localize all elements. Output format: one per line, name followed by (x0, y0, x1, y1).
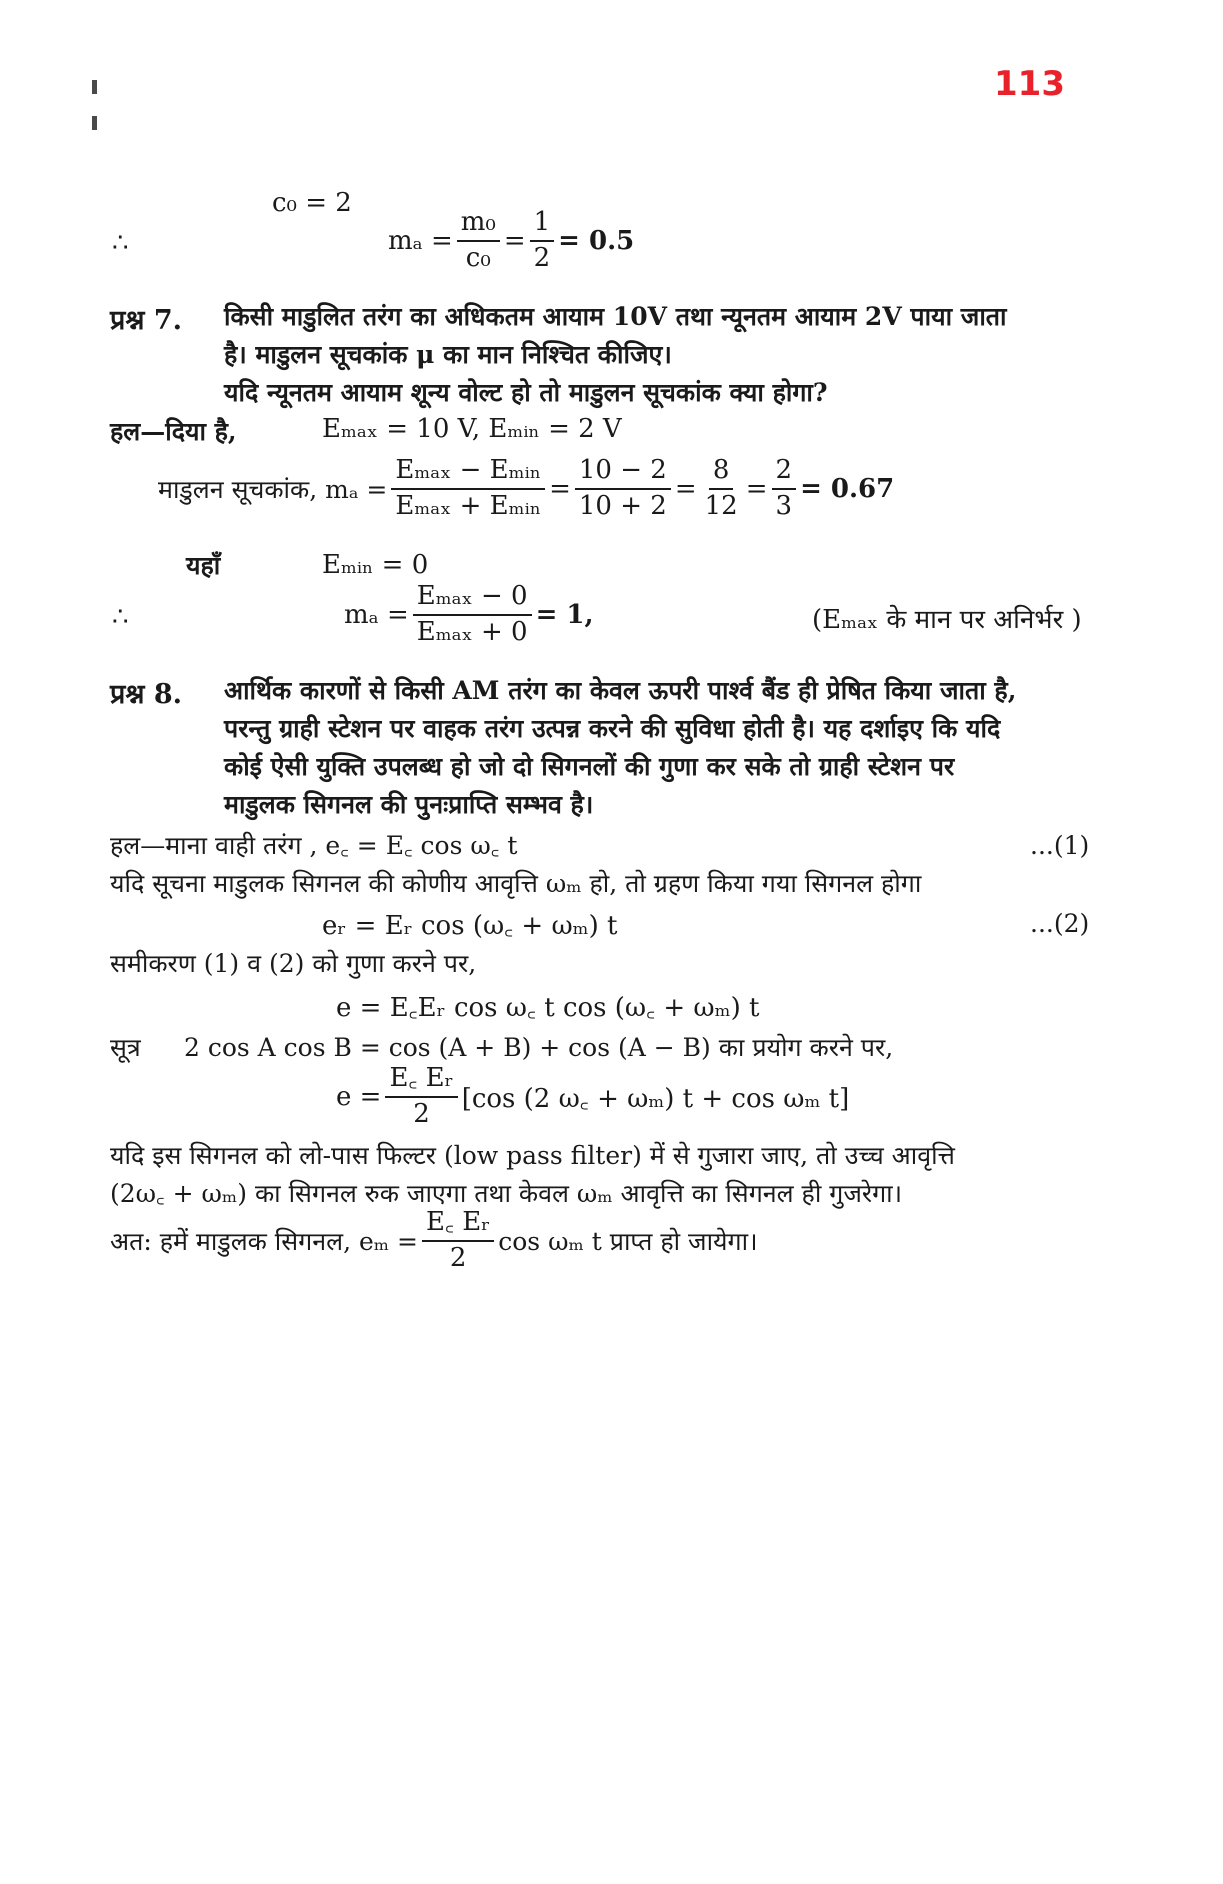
question-8-line-2: परन्तु ग्राही स्टेशन पर वाहक तरंग उत्पन्न करने की सुविधा होती है। यह दर्शाइए कि यदि (224, 714, 1001, 743)
product-equation: e = E꜀Eᵣ cos ω꜀ t cos (ω꜀ + ωₘ) t (336, 993, 760, 1023)
question-8-label: प्रश्न 8. (110, 679, 183, 710)
denominator: Eₘₐₓ + Eₘᵢₙ (395, 490, 542, 521)
fraction-emax-emin (391, 456, 545, 522)
eq4-lhs: e = (336, 1081, 382, 1112)
numerator: Eₘₐₓ − 0 (413, 582, 532, 616)
fraction-half (530, 208, 555, 274)
denominator: c₀ (465, 242, 491, 273)
numerator: 2 (772, 456, 797, 490)
ma-zero-equation (344, 582, 594, 648)
margin-mark (92, 116, 97, 130)
numerator: Eₘₐₓ − Eₘᵢₙ (391, 456, 545, 490)
trig-formula: 2 cos A cos B = cos (A + B) + cos (A − B) का प्रयोग करने पर, (184, 1033, 894, 1062)
fraction-2-3 (772, 456, 797, 522)
question-8-line-4: माडुलक सिगनल की पुनःप्राप्ति सम्भव है। (224, 790, 594, 819)
numerator: 10 − 2 (575, 456, 671, 490)
here-label: यहाँ (186, 551, 221, 580)
received-signal-equation: eᵣ = Eᵣ cos (ω꜀ + ωₘ) t (322, 911, 618, 941)
solution-8-line-2: यदि सूचना माडुलक सिगनल की कोणीय आवृत्ति ωₘ हो, तो ग्रहण किया गया सिगनल होगा (110, 869, 922, 898)
modulation-index-equation (158, 456, 894, 522)
question-7-line-2: है। माडुलन सूचकांक μ का मान निश्चित कीजिए। (224, 340, 672, 369)
denominator: 10 + 2 (578, 490, 667, 521)
denominator: 12 (704, 490, 738, 521)
denominator: 2 (413, 1098, 430, 1129)
ma-lhs: mₐ = (344, 599, 409, 630)
fraction-8-12 (701, 456, 742, 522)
solution-8-line-3: समीकरण (1) व (2) को गुणा करने पर, (110, 949, 477, 978)
final-lhs: अत: हमें माडुलक सिगनल, eₘ = (110, 1226, 418, 1256)
index-label: माडुलन सूचकांक, mₐ = (158, 474, 388, 504)
equals: = (745, 473, 768, 504)
solution-8-line-1: हल—माना वाही तरंग , e꜀ = E꜀ cos ω꜀ t (110, 831, 518, 860)
equation-ref-1: ...(1) (1030, 831, 1090, 860)
fraction-ec-er-2 (385, 1064, 457, 1130)
solution-8-line-5: (2ω꜀ + ωₘ) का सिगनल रुक जाएगा तथा केवल ωₘ आवृत्ति का सिगनल ही गुजरेगा। (110, 1179, 903, 1208)
eq4-rhs: [cos (2 ω꜀ + ωₘ) t + cos ωₘ t] (461, 1083, 850, 1114)
equals: = (503, 225, 526, 256)
question-7-line-1: किसी माडुलित तरंग का अधिकतम आयाम 10V तथा न्यूनतम आयाम 2V पाया जाता (224, 302, 1007, 331)
numerator: E꜀ Eᵣ (385, 1064, 457, 1098)
denominator: 2 (533, 242, 551, 273)
equation-ref-2: ...(2) (1030, 909, 1090, 938)
given-values: Eₘₐₓ = 10 V, Eₘᵢₙ = 2 V (322, 414, 622, 444)
question-8-line-1: आर्थिक कारणों से किसी AM तरंग का केवल ऊपरी पार्श्व बैंड ही प्रेषित किया जाता है, (224, 676, 1017, 705)
numerator: 8 (709, 456, 734, 490)
denominator: Eₘₐₓ + 0 (416, 616, 528, 647)
page-number: 113 (994, 64, 1065, 104)
ma-result: = 0.5 (558, 225, 635, 256)
expanded-equation (336, 1064, 849, 1130)
equals: = (549, 473, 571, 504)
fraction-10-2 (575, 456, 671, 522)
fraction-emax-zero (413, 582, 532, 648)
formula-label: सूत्र (110, 1033, 141, 1062)
therefore-symbol: ∴ (112, 602, 129, 632)
question-7-label: प्रश्न 7. (110, 305, 183, 336)
solution-8-line-4: यदि इस सिगनल को लो-पास फिल्टर (low pass filter) में से गुजारा जाए, तो उच्च आवृत्ति (110, 1141, 955, 1170)
fraction-m0-c0 (457, 208, 500, 274)
margin-mark (92, 80, 97, 94)
independence-note: (Eₘₐₓ के मान पर अनिर्भर ) (812, 605, 1082, 635)
fraction-ec-er-2 (422, 1208, 494, 1274)
question-7-line-3: यदि न्यूनतम आयाम शून्य वोल्ट हो तो माडुलन सूचकांक क्या होगा? (224, 378, 828, 407)
denominator: 3 (775, 490, 793, 521)
emin-zero: Eₘᵢₙ = 0 (322, 550, 429, 580)
equals: = (674, 473, 697, 504)
ma-result: = 1, (535, 599, 594, 630)
c0-equation: c₀ = 2 (272, 188, 352, 218)
therefore-symbol: ∴ (112, 228, 129, 258)
numerator: 1 (530, 208, 555, 242)
denominator: 2 (449, 1242, 467, 1273)
numerator: m₀ (457, 208, 500, 242)
index-result: = 0.67 (800, 473, 895, 504)
ma-lhs: mₐ = (388, 225, 453, 256)
final-rhs: cos ωₘ t प्राप्त हो जायेगा। (498, 1226, 758, 1256)
solution-7-label: हल—दिया है, (110, 417, 237, 446)
ma-equation (388, 208, 634, 274)
final-equation (110, 1208, 758, 1274)
question-8-line-3: कोई ऐसी युक्ति उपलब्ध हो जो दो सिगनलों की गुणा कर सके तो ग्राही स्टेशन पर (224, 752, 955, 781)
numerator: E꜀ Eᵣ (422, 1208, 494, 1242)
